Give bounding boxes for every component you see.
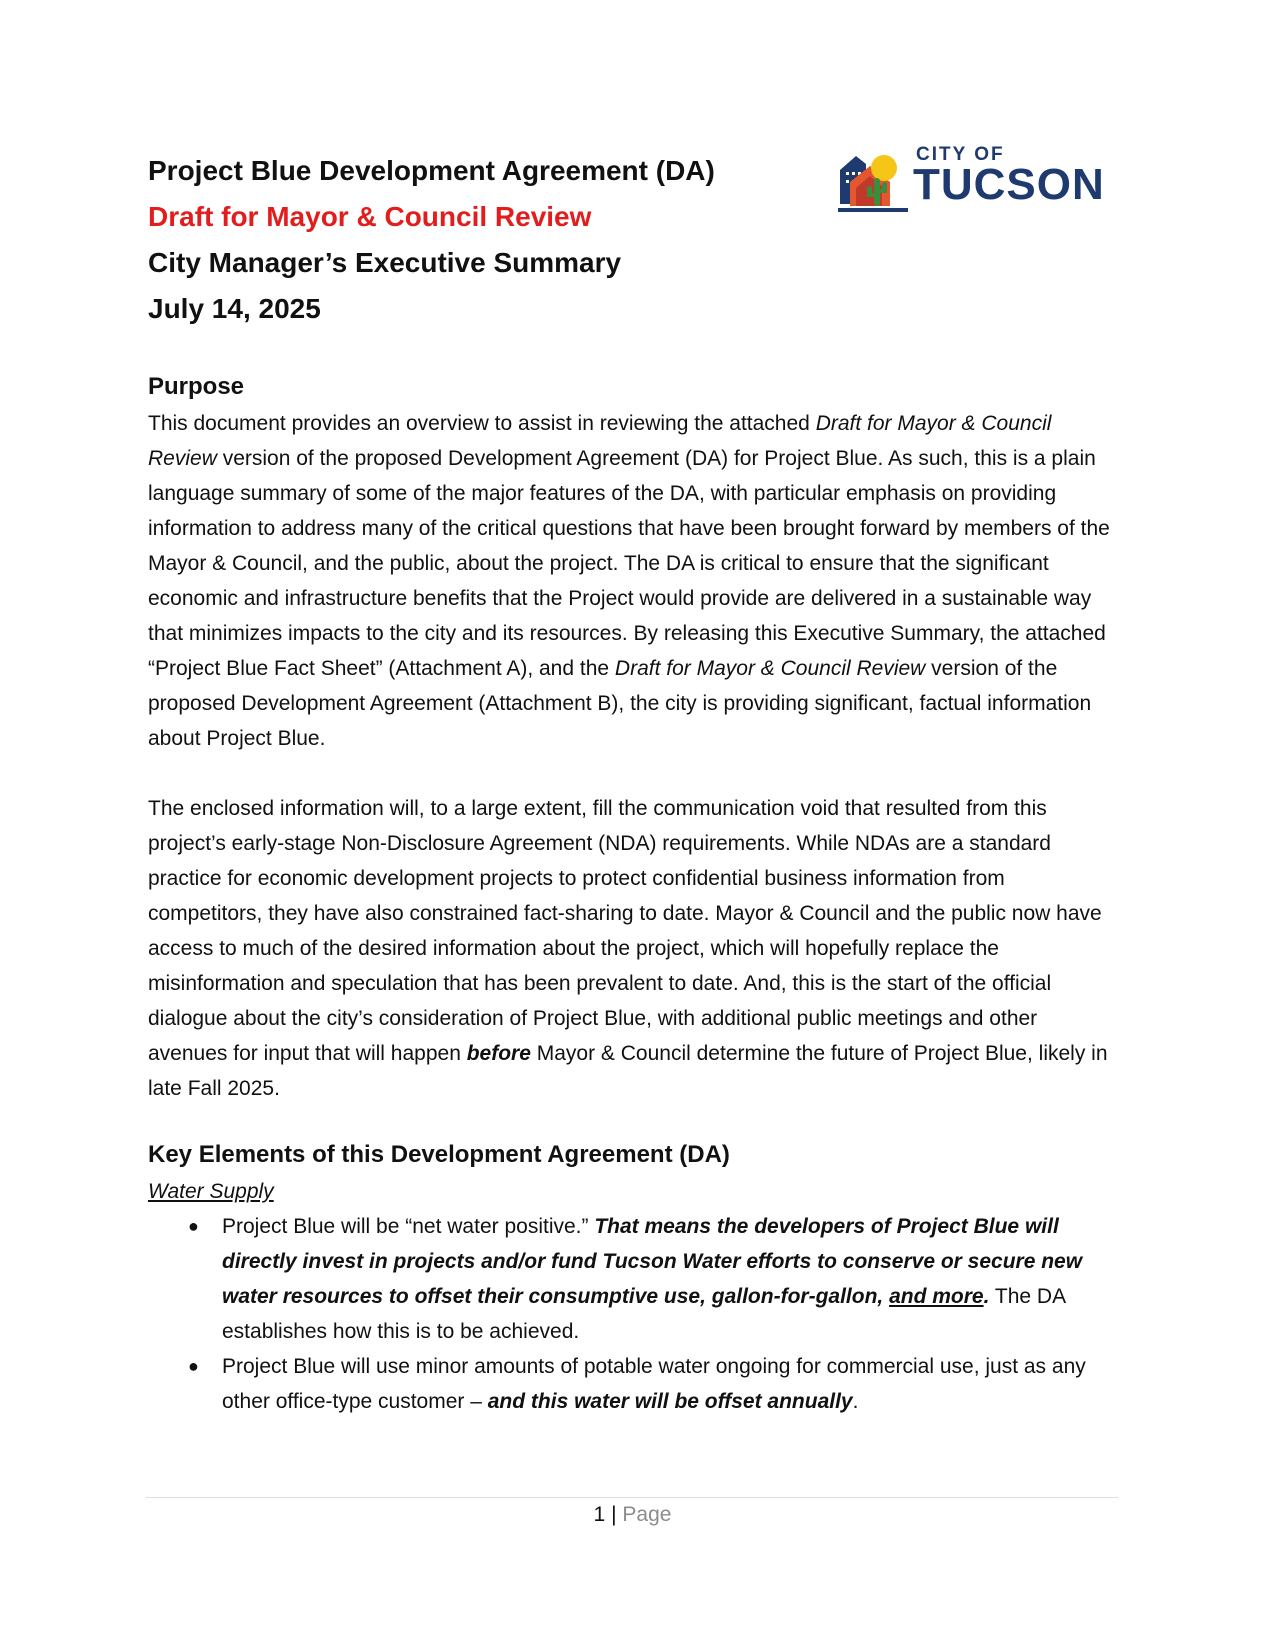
water-supply-list (148, 1209, 1118, 1419)
footer-divider (146, 1497, 1118, 1498)
document-header (148, 148, 848, 332)
logo-tucson-text: TUCSON (913, 160, 1105, 209)
bullet2-text-a: Project Blue will use minor amounts of potable water ongoing for commercial use, just as any other office-type customer – (222, 1355, 1086, 1413)
key-elements-heading: Key Elements of this Development Agreement (DA) (148, 1141, 730, 1168)
bullet1-emphasis: That means the developers of Project Blue will directly invest in projects and/or fund Tucson Water efforts to conserve or secure new water resources to offset their consumptive use, gallon-for-gallon, (222, 1215, 1083, 1308)
document-subtitle: City Manager’s Executive Summary (148, 247, 622, 278)
list-item (148, 1349, 1118, 1419)
p1-italic-draft-title-1: Draft for Mayor & Council Review (148, 412, 1052, 470)
p1-italic-draft-title-2: Draft for Mayor & Council Review (614, 657, 926, 680)
document-date: July 14, 2025 (148, 293, 321, 324)
bullet-icon: ● (188, 1356, 199, 1376)
page-number: 1 (593, 1503, 606, 1526)
logo-emblem-icon (836, 142, 910, 212)
bullet-icon: ● (188, 1216, 199, 1236)
p2-text-c: Mayor & Council determine the future of Project Blue, likely in late Fall 2025. (148, 1042, 1108, 1100)
page-label: Page (622, 1503, 672, 1526)
purpose-paragraph-1 (148, 406, 1118, 756)
city-of-tucson-logo (836, 138, 1116, 218)
water-supply-subheading: Water Supply (148, 1180, 274, 1203)
document-title: Project Blue Development Agreement (DA) (148, 155, 715, 186)
p1-text-a: This document provides an overview to assist in reviewing the attached (148, 412, 816, 435)
bullet1-underlined-and-more: and more (889, 1285, 984, 1308)
bullet1-text-e: The DA establishes how this is to be achieved. (222, 1285, 1065, 1343)
p1-text-e: version of the proposed Development Agreement (Attachment B), the city is providing significant, factual information about Project Blue. (148, 657, 1092, 750)
document-body (148, 368, 1118, 1419)
p1-text-c: version of the proposed Development Agreement (DA) for Project Blue. As such, this is a plain language summary of some of the major features of the DA, with particular emphasis on providing information to address many of the critical questions that have been brought forward by members of the Mayor & Council, and the public, about the project. The DA is critical to ensure that the significant economic and infrastructure benefits that the Project would provide are delivered in a sustainable way that minimizes impacts to the city and its resources. By releasing this Executive Summary, the attached “Project Blue Fact Sheet” (Attachment A), and the (148, 447, 1110, 680)
bullet1-text-a: Project Blue will be “net water positive.” (222, 1215, 595, 1238)
draft-label: Draft for Mayor & Council Review (148, 201, 592, 232)
page-separator: | (611, 1503, 617, 1526)
logo-city-of-text: CITY OF (916, 144, 1005, 165)
list-item (148, 1209, 1118, 1349)
page-footer (0, 1503, 1265, 1527)
bullet2-period: . (852, 1390, 859, 1413)
bullet1-period: . (983, 1285, 990, 1308)
p2-emphasis-before: before (466, 1042, 531, 1065)
purpose-paragraph-2 (148, 791, 1118, 1106)
purpose-heading: Purpose (148, 373, 245, 400)
bullet2-emphasis: and this water will be offset annually (487, 1390, 853, 1413)
p2-text-a: The enclosed information will, to a large extent, fill the communication void that resulted from this project’s early-stage Non-Disclosure Agreement (NDA) requirements. While NDAs are a standard practice for economic development projects to protect confidential business information from competitors, they have also constrained fact-sharing to date. Mayor & Council and the public now have access to much of the desired information about the project, which will hopefully replace the misinformation and speculation that has been prevalent to date. And, this is the start of the official dialogue about the city’s consideration of Project Blue, with additional public meetings and other avenues for input that will happen (148, 797, 1102, 1065)
